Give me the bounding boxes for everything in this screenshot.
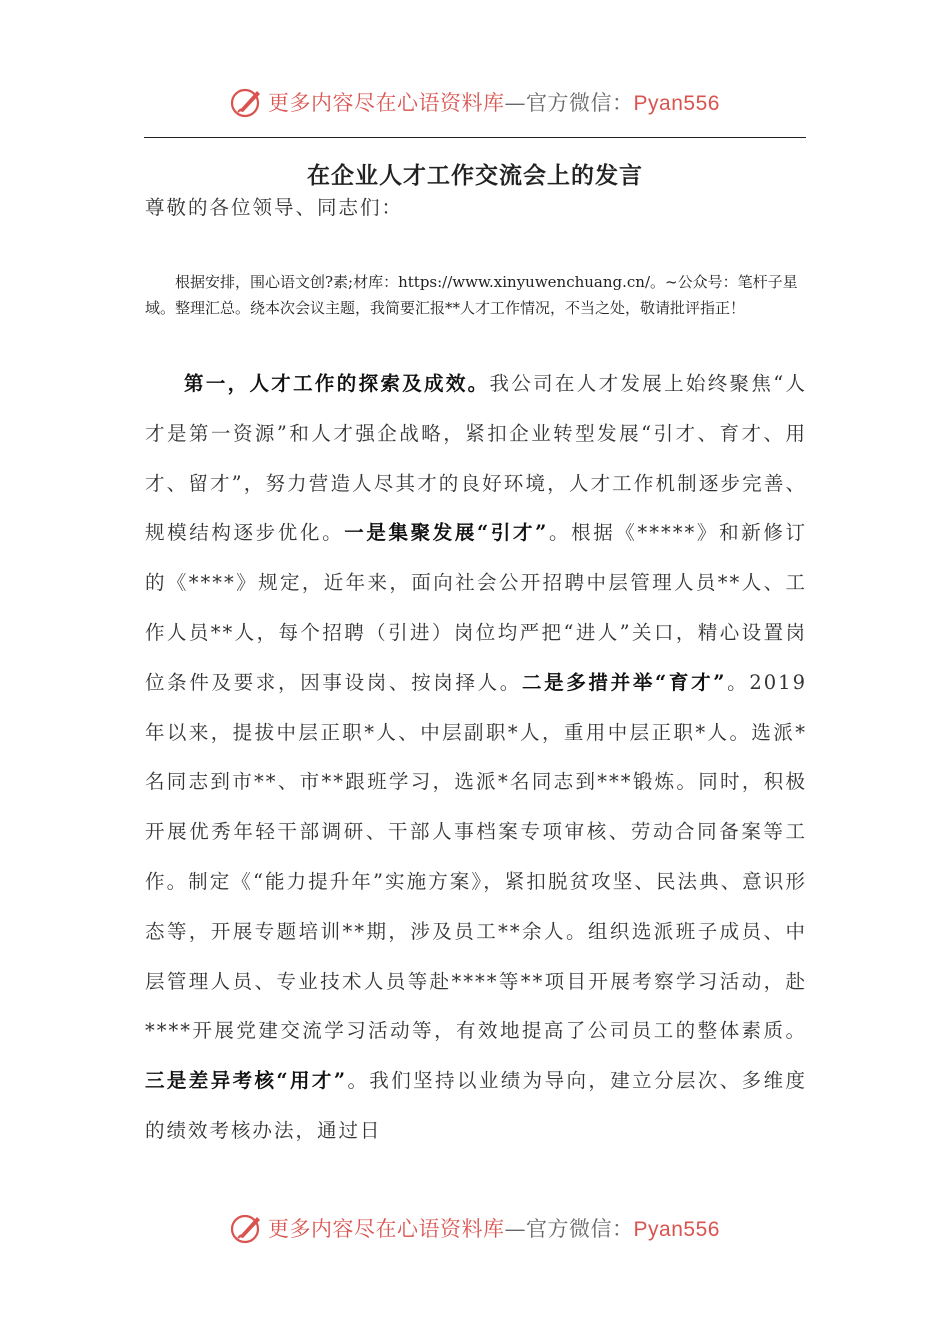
- point-heading-2: 二是多措并举“育才”: [521, 670, 727, 694]
- banner-part1: 更多内容尽在心语资料库: [268, 91, 505, 115]
- banner-part1: 更多内容尽在心语资料库: [268, 1217, 505, 1241]
- document-title: 在企业人才工作交流会上的发言: [307, 162, 643, 189]
- body-paragraph: [145, 359, 807, 1156]
- point-heading-3: 三是差异考核“用才”: [145, 1069, 348, 1093]
- banner-part2: —官方微信：: [504, 91, 634, 115]
- banner-text: [268, 1213, 720, 1243]
- salutation: 尊敬的各位领导、同志们：: [145, 196, 404, 219]
- point-heading-1: 一是集聚发展“引才”: [344, 521, 549, 545]
- intro-paragraph: 根据安排，围心语文创?素;材库：https://www.xinyuwenchuang.cn/。~公众号：笔杆子星域。整理汇总。绕本次会议主题，我简要汇报**人才工作情况，不当之处，敬请批评指正！: [145, 273, 798, 317]
- banner-part3: Pyan556: [633, 1218, 720, 1241]
- body-text: 。我们坚持以业绩为导向，建立分层次、多维度的绩效考核办法，通过日: [145, 1069, 807, 1142]
- body-text: 。2019年以来，提拔中层正职*人、中层副职*人，重用中层正职*人。选派*名同志到市**、市**跟班学习，选派*名同志到***锻炼。同时，积极开展优秀年轻干部调研、干部人事档案专项审核、劳动合同备案等工作。制定《“能力提升年”实施方案》，紧扣脱贫攻坚、民法典、意识形态等，开展专题培训**期，涉及员工**余人。组织选派班子成员、中层管理人员、专业技术人员等赴****等**项目开展考察学习活动，赴****开展党建交流学习活动等，有效地提高了公司员工的整体素质。: [145, 670, 807, 1043]
- banner-part3: Pyan556: [633, 92, 720, 115]
- quill-logo-icon: [230, 1211, 264, 1245]
- banner-part2: —官方微信：: [504, 1217, 634, 1241]
- body-text: 。根据《*****》和新修订的《****》规定，近年来，面向社会公开招聘中层管理人员**人、工作人员**人，每个招聘（引进）岗位均严把“进人”关口，精心设置岗位条件及要求，因事设岗、按岗择人。: [145, 521, 807, 694]
- quill-logo-icon: [230, 85, 264, 119]
- header-watermark-banner: [0, 82, 950, 122]
- body-text: 我公司在人才发展上始终聚焦“人才是第一资源”和人才强企战略，紧扣企业转型发展“引才、育才、用才、留才”，努力营造人尽其才的良好环境，人才工作机制逐步完善、规模结构逐步优化。: [145, 372, 807, 545]
- header-divider: [144, 137, 806, 138]
- section-heading: 第一，人才工作的探索及成效。: [184, 372, 490, 395]
- banner-text: [268, 87, 720, 117]
- footer-watermark-banner: [0, 1208, 950, 1248]
